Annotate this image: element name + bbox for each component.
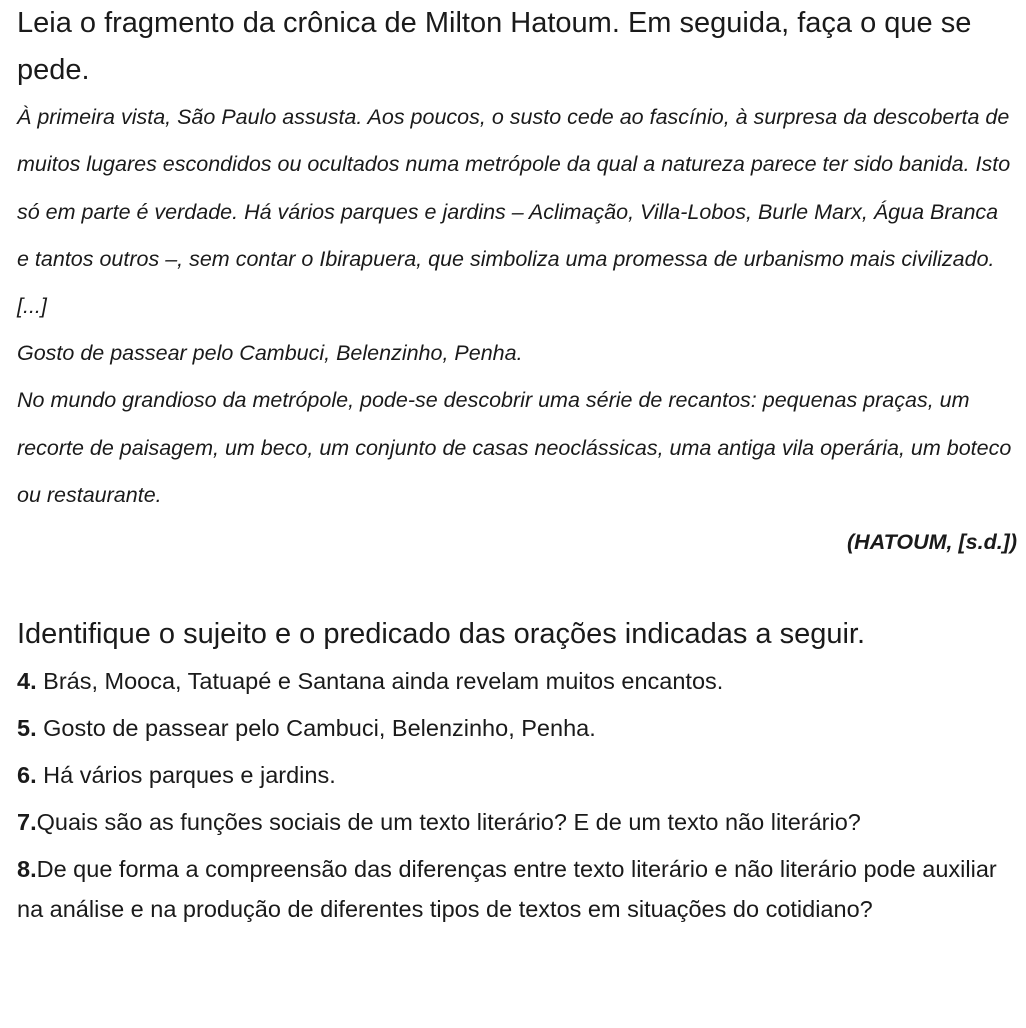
chronicle-excerpt <box>17 94 1013 519</box>
excerpt-paragraph-3: No mundo grandioso da metrópole, pode-se descobrir uma série de recantos: pequenas praças, um recorte de paisagem, um beco, um conjunto de casas neoclássicas, uma antiga vila operária, um boteco ou restaurante. <box>17 388 1012 508</box>
question-8 <box>17 849 1013 929</box>
question-text: Brás, Mooca, Tatuapé e Santana ainda revelam muitos encantos. <box>36 668 724 695</box>
question-7 <box>17 799 1013 845</box>
question-5 <box>17 705 1013 752</box>
intro-heading: Leia o fragmento da crônica de Milton Hatoum. Em seguida, faça o que se pede. <box>17 7 972 86</box>
instruction-heading: Identifique o sujeito e o predicado das orações indicadas a seguir. <box>17 618 866 651</box>
question-number: 5. <box>17 715 37 742</box>
excerpt-paragraph-1: À primeira vista, São Paulo assusta. Aos poucos, o susto cede ao fascínio, à surpresa da descoberta de muitos lugares escondidos ou ocultados numa metrópole da qual a natureza parece ter sido banida. Isto só em parte é verdade. Há vários parques e jardins – Aclimação, Villa-Lobos, Burle Marx, Água Branca e tantos outros –, sem contar o Ibirapuera, que simboliza uma promessa de urbanismo mais civilizado. [...] <box>17 105 1011 319</box>
question-4 <box>17 658 1013 705</box>
question-text: Gosto de passear pelo Cambuci, Belenzinho, Penha. <box>36 715 596 742</box>
citation: (HATOUM, [s.d.]) <box>847 530 1017 555</box>
document-page <box>17 0 1017 929</box>
question-number: 4. <box>17 668 37 695</box>
question-number: 6. <box>17 762 37 789</box>
question-6 <box>17 752 1013 799</box>
question-text: Quais são as funções sociais de um texto literário? E de um texto não literário? <box>36 809 861 836</box>
question-list <box>17 658 1013 929</box>
question-text: Há vários parques e jardins. <box>36 762 336 789</box>
excerpt-paragraph-2: Gosto de passear pelo Cambuci, Belenzinho, Penha. <box>17 341 523 366</box>
question-number: 8. <box>17 856 37 883</box>
question-text: De que forma a compreensão das diferenças entre texto literário e não literário pode auxiliar na análise e na produção de diferentes tipos de textos em situações do cotidiano? <box>17 856 997 923</box>
question-number: 7. <box>17 809 37 836</box>
